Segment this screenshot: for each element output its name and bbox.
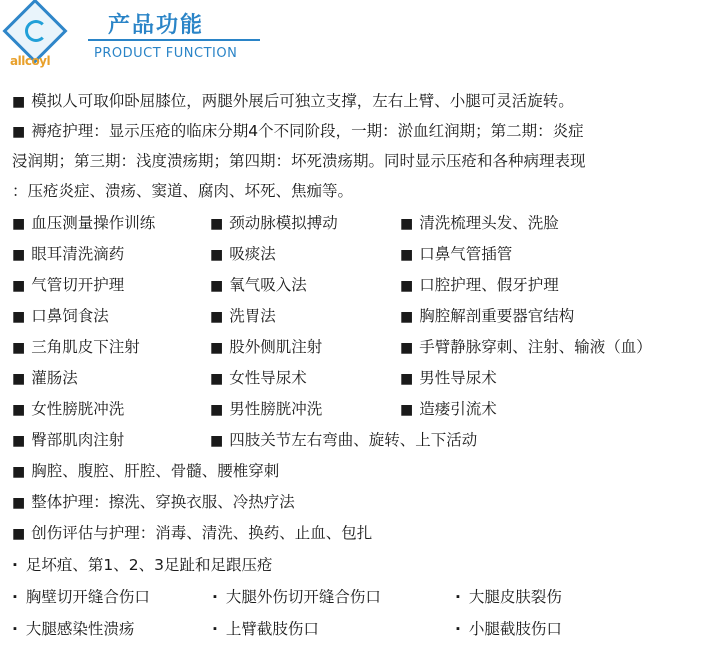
list-item: ■ 清洗梳理头发、洗脸 xyxy=(400,208,559,240)
list-item: ■ 灌肠法 xyxy=(12,363,78,395)
list-item: ■ 三角肌皮下注射 xyxy=(12,332,140,364)
feature-pressure-care-cont2: ：压疮炎症、溃疡、窦道、腐肉、坏死、焦痂等。 xyxy=(12,182,354,200)
grid-row xyxy=(12,208,702,239)
list-item: ■ 男性膀胱冲洗 xyxy=(210,394,322,426)
grid-row xyxy=(12,456,702,487)
feature-grid xyxy=(12,208,702,645)
grid-row xyxy=(12,487,702,518)
dot-row xyxy=(12,549,702,581)
feature-posture: ■ 模拟人可取仰卧屈膝位，两腿外展后可独立支撑，左右上臂、小腿可灵活旋转。 xyxy=(12,86,702,117)
list-item: ■ 女性导尿术 xyxy=(210,363,307,395)
list-item: ■ 洗胃法 xyxy=(210,301,276,333)
section-title: 产品功能 xyxy=(108,13,205,38)
list-item: · 大腿皮肤裂伤 xyxy=(455,581,562,613)
title-divider xyxy=(88,39,260,41)
feature-pressure-care: ■ 褥疮护理：显示压疮的临床分期4个不同阶段，一期：淤血红润期；第二期：炎症 xyxy=(12,116,702,147)
list-item: ■ 手臂静脉穿刺、注射、输液（血） xyxy=(400,332,652,364)
list-item: · 上臂截肢伤口 xyxy=(212,613,319,645)
list-item: ■ 氧气吸入法 xyxy=(210,270,307,302)
list-item: ■ 胸腔解剖重要器官结构 xyxy=(400,301,574,333)
list-item: ■ 四肢关节左右弯曲、旋转、上下活动 xyxy=(210,425,477,457)
logo-mark-icon xyxy=(25,20,47,42)
dot-row xyxy=(12,613,702,645)
list-item: ■ 气管切开护理 xyxy=(12,270,124,302)
list-item: ■ 男性导尿术 xyxy=(400,363,497,395)
list-item: ■ 颈动脉模拟搏动 xyxy=(210,208,338,240)
list-item: ■ 臀部肌肉注射 xyxy=(12,425,124,457)
grid-row xyxy=(12,363,702,394)
list-item: ■ 吸痰法 xyxy=(210,239,276,271)
list-item: ■ 口鼻饲食法 xyxy=(12,301,109,333)
feature-pressure-care-cont: 浸润期；第三期：浅度溃疡期；第四期：坏死溃疡期。同时显示压疮和各种病理表现 xyxy=(12,152,586,170)
list-item: ■ 口鼻气管插管 xyxy=(400,239,512,271)
list-item: · 大腿感染性溃疡 xyxy=(12,613,134,645)
section-subtitle: PRODUCT FUNCTION xyxy=(94,46,238,61)
list-item: ■ 眼耳清洗滴药 xyxy=(12,239,124,271)
grid-row xyxy=(12,270,702,301)
grid-row xyxy=(12,301,702,332)
list-item: ■ 整体护理：擦洗、穿换衣服、冷热疗法 xyxy=(12,487,295,519)
grid-row xyxy=(12,425,702,456)
grid-row xyxy=(12,518,702,549)
list-item: ■ 血压测量操作训练 xyxy=(12,208,155,240)
list-item: · 大腿外伤切开缝合伤口 xyxy=(212,581,381,613)
dot-row xyxy=(12,581,702,613)
list-item: · 胸壁切开缝合伤口 xyxy=(12,581,150,613)
list-item: ■ 创伤评估与护理：消毒、清洗、换药、止血、包扎 xyxy=(12,518,372,550)
list-item: ■ 口腔护理、假牙护理 xyxy=(400,270,559,302)
grid-row xyxy=(12,394,702,425)
list-item: ■ 胸腔、腹腔、肝腔、骨髓、腰椎穿刺 xyxy=(12,456,279,488)
grid-row xyxy=(12,239,702,270)
logo-text: allcoyl xyxy=(10,54,51,68)
list-item: ■ 女性膀胱冲洗 xyxy=(12,394,124,426)
list-item: · 小腿截肢伤口 xyxy=(455,613,562,645)
list-item: ■ 造瘘引流术 xyxy=(400,394,497,426)
list-item: · 足坏疽、第1、2、3足趾和足跟压疮 xyxy=(12,549,272,581)
list-item: ■ 股外侧肌注射 xyxy=(210,332,322,364)
grid-row xyxy=(12,332,702,363)
header xyxy=(0,0,710,80)
